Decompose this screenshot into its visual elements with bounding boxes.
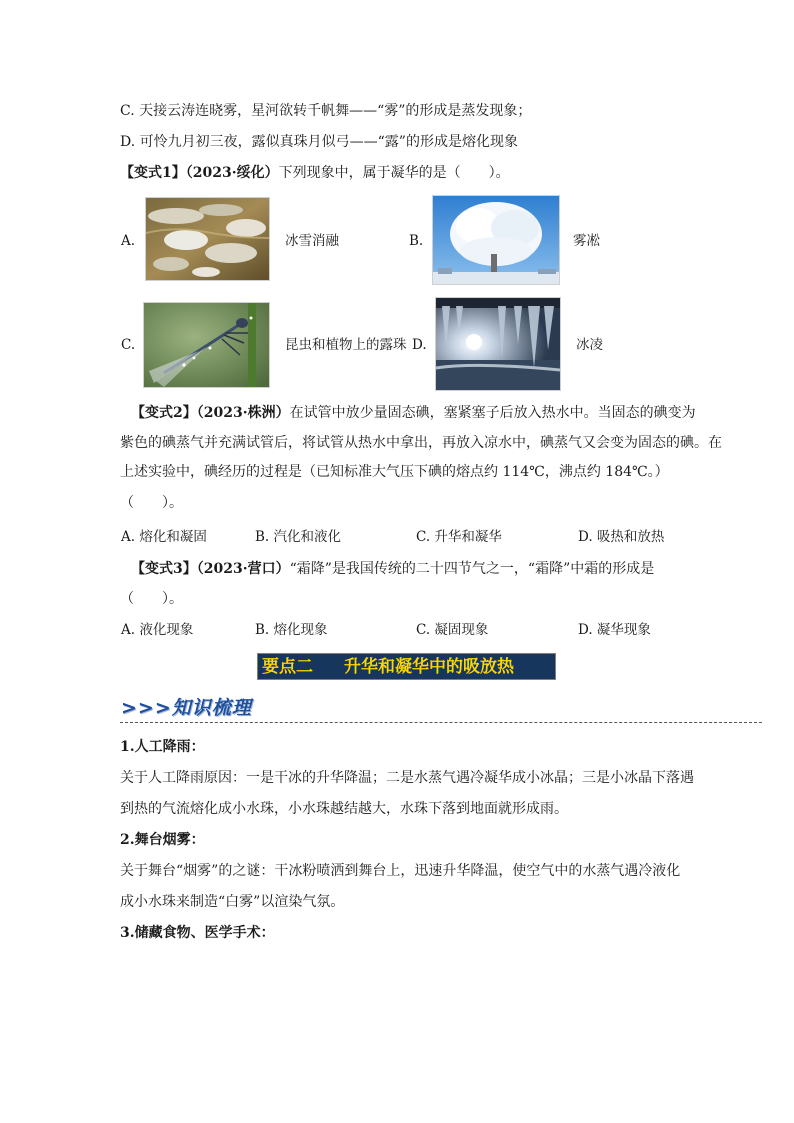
q2-option-a: A. 熔化和凝固 — [121, 529, 207, 545]
q3-option-a: A. 液化现象 — [121, 622, 194, 638]
section-title: 升华和凝华中的吸放热 — [344, 657, 514, 677]
q1-option-b-letter: B. — [409, 233, 424, 249]
q1-stem — [120, 163, 510, 183]
q2-text-1: 在试管中放少量固态碘，塞紧塞子后放入热水中。当固态的碘变为 — [289, 405, 696, 421]
q1-option-c-text: 昆虫和植物上的露珠 — [285, 337, 407, 353]
q1-question: 下列现象中，属于凝华的是（ ）。 — [278, 165, 510, 181]
q1-source: （2023·绥化） — [185, 165, 279, 181]
item-1-line-1: 关于人工降雨原因：一是干冰的升华降温；二是水蒸气遇冷凝华成小冰晶；三是小冰晶下落遇 — [120, 770, 694, 786]
knowledge-review-divider — [120, 722, 762, 723]
q2-option-b: B. 汽化和液化 — [255, 529, 342, 545]
q3-line-2: （ ）。 — [120, 591, 183, 607]
q1-option-b-text: 雾凇 — [573, 233, 600, 249]
section-heading — [257, 653, 556, 680]
q2-option-d: D. 吸热和放热 — [578, 529, 665, 545]
q3-tag: 【变式3】 — [131, 561, 197, 577]
q1-option-d-letter: D. — [412, 337, 427, 353]
knowledge-review-title: >>>知识梳理 — [121, 697, 252, 719]
item-1-heading: 1.人工降雨： — [120, 739, 205, 755]
icicles-photo — [435, 297, 561, 391]
melting-ice-photo — [145, 197, 270, 281]
rime-tree-photo — [432, 195, 560, 285]
q2-line-4: （ ）。 — [120, 495, 183, 511]
q3-text-1: “霜降”是我国传统的二十四节气之一，“霜降”中霜的形成是 — [289, 561, 655, 577]
item-1-line-2: 到热的气流熔化成小水珠，小水珠越结越大，水珠下落到地面就形成雨。 — [120, 801, 568, 817]
q2-line-1 — [131, 403, 696, 423]
q1-option-a-letter: A. — [121, 233, 136, 249]
item-2-heading: 2.舞台烟雾： — [120, 832, 205, 848]
item-3-heading: 3.储藏食物、医学手术： — [120, 925, 275, 941]
q3-line-1 — [131, 559, 654, 579]
q3-option-d: D. 凝华现象 — [578, 622, 651, 638]
item-2-line-1: 关于舞台“烟雾”的之谜：干冰粉喷洒到舞台上，迅速升华降温，使空气中的水蒸气遇冷液化 — [120, 863, 681, 879]
q2-option-c: C. 升华和凝华 — [416, 529, 502, 545]
q1-option-c-letter: C. — [121, 337, 136, 353]
q3-option-c: C. 凝固现象 — [416, 622, 489, 638]
dragonfly-dew-photo — [143, 302, 270, 388]
q1-option-a-text: 冰雪消融 — [285, 233, 339, 249]
section-number: 要点二 — [262, 657, 313, 677]
q1-tag: 【变式1】 — [120, 165, 186, 181]
q3-source: （2023·营口） — [196, 561, 290, 577]
option-d-line: D. 可怜九月初三夜，露似真珠月似弓——“露”的形成是熔化现象 — [120, 134, 518, 150]
q2-line-3: 上述实验中，碘经历的过程是（已知标准大气压下碘的熔点约 114℃，沸点约 184℃。） — [120, 464, 669, 480]
item-2-line-2: 成小水珠来制造“白雾”以渲染气氛。 — [120, 894, 345, 910]
option-c-line: C. 天接云涛连晓雾，星河欲转千帆舞——“雾”的形成是蒸发现象； — [120, 103, 532, 119]
q2-source: （2023·株洲） — [196, 405, 290, 421]
q1-option-d-text: 冰凌 — [576, 337, 603, 353]
q3-option-b: B. 熔化现象 — [255, 622, 328, 638]
q2-line-2: 紫色的碘蒸气并充满试管后，将试管从热水中拿出，再放入凉水中，碘蒸气又会变为固态的碘。在 — [120, 435, 722, 451]
q2-tag: 【变式2】 — [131, 405, 197, 421]
